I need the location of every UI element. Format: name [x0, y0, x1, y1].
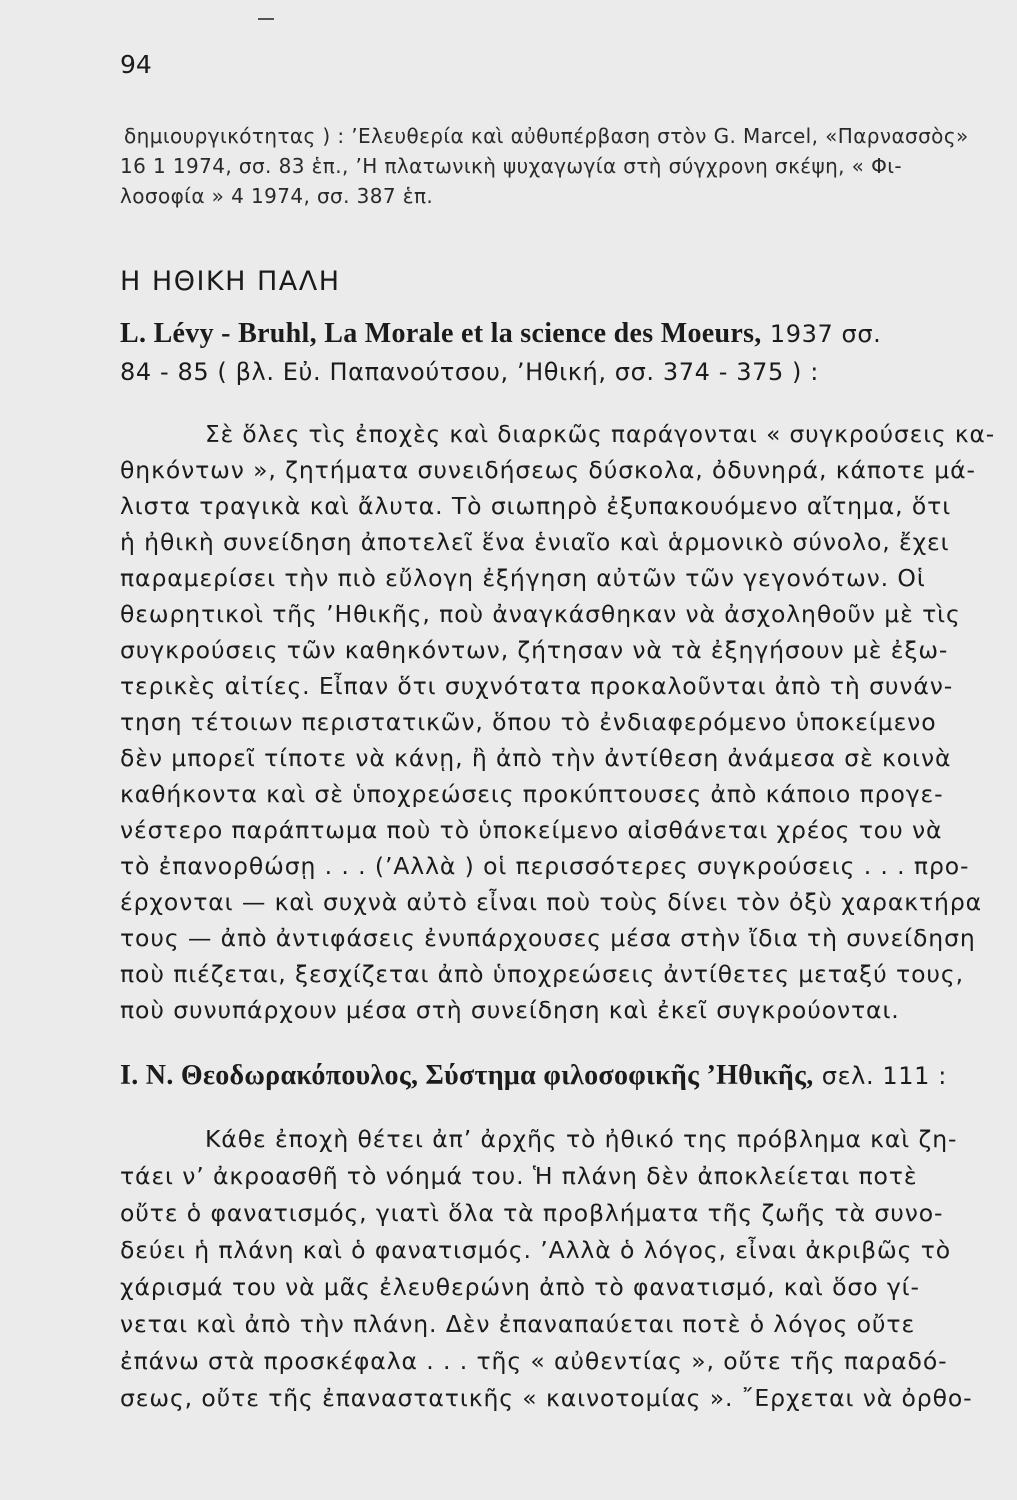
citation-pages: σελ. 111 :	[813, 1062, 947, 1090]
quote-line: ποὺ πιέζεται, ξεσχίζεται ἀπὸ ὑποχρεώσεις ἀντίθετες μεταξύ τους,	[120, 960, 964, 988]
citation-pages: 1937 σσ.	[761, 320, 882, 348]
quote-line: τὸ ἐπανορθώσῃ . . . (’Αλλὰ ) οἱ περισσότερες συγκρούσεις . . . προ-	[120, 852, 970, 880]
quote-line: ἐπάνω στὰ προσκέφαλα . . . τῆς « αὐθεντίας », οὔτε τῆς παραδό-	[120, 1347, 948, 1375]
citation-theodorakopoulos	[120, 1060, 947, 1092]
quote-line: χάρισμά του νὰ μᾶς ἐλευθερώνη ἀπὸ τὸ φανατισμό, καὶ ὅσο γί-	[120, 1273, 920, 1301]
scan-mark	[258, 18, 274, 20]
quote-line: παραμερίσει τὴν πιὸ εὔλογη ἐξήγηση αὐτῶν τῶν γεγονότων. Οἱ	[120, 564, 926, 592]
citation-author-title: Ι. Ν. Θεοδωρακόπουλος, Σύστημα φιλοσοφικῆς ’Ηθικῆς,	[120, 1060, 814, 1091]
citation-author-title: L. Lévy - Bruhl, La Morale et la science des Moeurs,	[120, 318, 762, 349]
quote-line: θεωρητικοὶ τῆς ’Ηθικῆς, ποὺ ἀναγκάσθηκαν νὰ ἀσχοληθοῦν μὲ τὶς	[120, 600, 961, 628]
quote-line: ἡ ἠθικὴ συνείδηση ἀποτελεῖ ἕνα ἑνιαῖο καὶ ἁρμονικὸ σύνολο, ἔχει	[120, 528, 950, 556]
quote-line: δεύει ἡ πλάνη καὶ ὁ φανατισμός. ’Αλλὰ ὁ λόγος, εἶναι ἀκριβῶς τὸ	[120, 1236, 952, 1264]
quote-line: τάει ν’ ἀκροασθῆ τὸ νόημά του. Ἡ πλάνη δὲν ἀποκλείεται ποτὲ	[120, 1162, 918, 1190]
quote-line: Κάθε ἐποχὴ θέτει ἀπ’ ἀρχῆς τὸ ἠθικό της πρόβλημα καὶ ζη-	[205, 1125, 958, 1153]
page-number: 94	[120, 50, 152, 79]
quote-line: δὲν μπορεῖ τίποτε νὰ κάνῃ, ἢ ἀπὸ τὴν ἀντίθεση ἀνάμεσα σὲ κοινὰ	[120, 744, 952, 772]
footnote-line: λοσοφία » 4 1974, σσ. 387 ἑπ.	[120, 184, 434, 208]
section-heading: Η ΗΘΙΚΗ ΠΑΛΗ	[120, 266, 341, 297]
footnote-line: δημιουργικότητας ) : ’Ελευθερία καὶ αὐθυπέρβαση στὸν G. Marcel, «Παρνασσὸς»	[124, 124, 969, 148]
quote-line: σεως, οὔτε τῆς ἐπαναστατικῆς « καινοτομίας ». ῎Ερχεται νὰ ὀρθο-	[120, 1384, 973, 1412]
quote-line: έρχονται — καὶ συχνὰ αὐτὸ εἶναι ποὺ τοὺς δίνει τὸν ὀξὺ χαρακτήρα	[120, 888, 983, 916]
citation-reference: 84 - 85 ( βλ. Εὐ. Παπανούτσου, ’Ηθική, σσ. 374 - 375 ) :	[120, 358, 819, 386]
quote-line: νέστερο παράπτωμα ποὺ τὸ ὑποκείμενο αἰσθάνεται χρέος του νὰ	[120, 816, 943, 844]
quote-line: Σὲ ὅλες τὶς ἐποχὲς καὶ διαρκῶς παράγονται « συγκρούσεις κα-	[205, 420, 996, 448]
quote-line: λιστα τραγικὰ καὶ ἄλυτα. Τὸ σιωπηρὸ ἐξυπακουόμενο αἴτημα, ὅτι	[120, 492, 952, 520]
citation-lévy-bruhl	[120, 318, 881, 350]
quote-line: τερικὲς αἰτίες. Εἶπαν ὅτι συχνότατα προκαλοῦνται ἀπὸ τὴ συνάν-	[120, 672, 954, 700]
quote-line: τηση τέτοιων περιστατικῶν, ὅπου τὸ ἐνδιαφερόμενο ὑποκείμενο	[120, 708, 937, 736]
quote-line: καθήκοντα καὶ σὲ ὑποχρεώσεις προκύπτουσες ἀπὸ κάποιο προγε-	[120, 780, 944, 808]
footnote-line: 16 1 1974, σσ. 83 ἑπ., ’Η πλατωνικὴ ψυχαγωγία στὴ σύγχρονη σκέψη, « Φι-	[120, 154, 902, 178]
quote-line: νεται καὶ ἀπὸ τὴν πλάνη. Δὲν ἐπαναπαύεται ποτὲ ὁ λόγος οὔτε	[120, 1310, 916, 1338]
quote-line: θηκόντων », ζητήματα συνειδήσεως δύσκολα, ὀδυνηρά, κάποτε μά-	[120, 456, 976, 484]
quote-line: τους — ἀπὸ ἀντιφάσεις ἐνυπάρχουσες μέσα στὴν ἴδια τὴ συνείδηση	[120, 924, 976, 952]
quote-line: ποὺ συνυπάρχουν μέσα στὴ συνείδηση καὶ ἐκεῖ συγκρούονται.	[120, 996, 900, 1024]
quote-line: συγκρούσεις τῶν καθηκόντων, ζήτησαν νὰ τὰ ἐξηγήσουν μὲ ἐξω-	[120, 636, 949, 664]
quote-line: οὔτε ὁ φανατισμός, γιατὶ ὅλα τὰ προβλήματα τῆς ζωῆς τὰ συνο-	[120, 1199, 944, 1227]
